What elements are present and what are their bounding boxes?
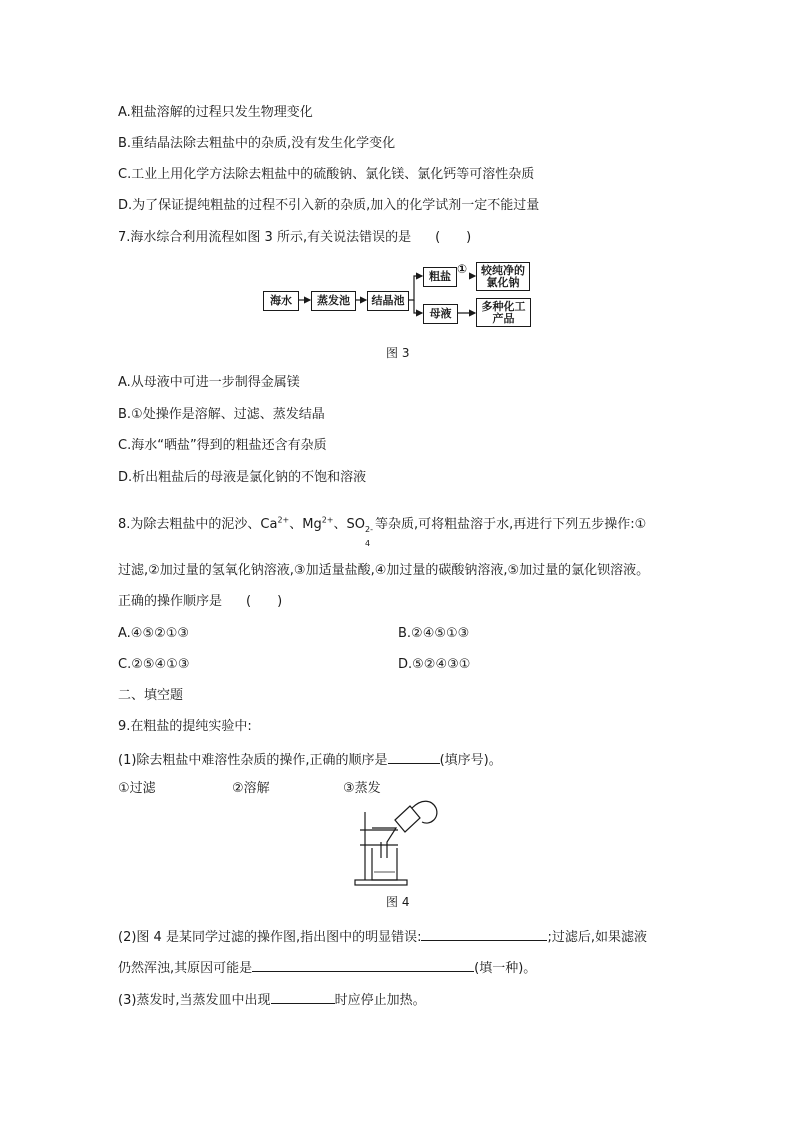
pure-nacl-line2: 氯化钠 bbox=[486, 275, 520, 289]
funnel bbox=[372, 828, 396, 858]
q7-option-c: C.海水“晒盐”得到的粗盐还含有杂质 bbox=[118, 438, 327, 453]
box-crystallization-pond: 结晶池 bbox=[367, 291, 409, 311]
q6-option-b: B.重结晶法除去粗盐中的杂质,没有发生化学变化 bbox=[118, 136, 396, 151]
q8-stem bbox=[118, 515, 647, 548]
pouring-beaker bbox=[395, 806, 420, 832]
q9-part2-text: (2)图 4 是某同学过滤的操作图,指出图中的明显错误: bbox=[118, 930, 422, 945]
ca-charge: 2+ bbox=[277, 515, 290, 525]
q8-option-b: B.②④⑤①③ bbox=[398, 626, 470, 641]
q7-stem bbox=[118, 229, 471, 247]
q9-part2 bbox=[118, 926, 647, 947]
q9-blank-1[interactable] bbox=[388, 749, 440, 764]
products-line1: 多种化工 bbox=[481, 299, 526, 313]
q9-part3 bbox=[118, 989, 426, 1010]
box-seawater: 海水 bbox=[263, 291, 299, 311]
q8-so-text: 、SO bbox=[333, 517, 366, 532]
q7-option-b: B.①处操作是溶解、过滤、蒸发结晶 bbox=[118, 407, 325, 422]
so4-subscript: 4 bbox=[365, 539, 371, 548]
q9-stem: 9.在粗盐的提纯实验中: bbox=[118, 719, 252, 734]
pure-nacl-line1: 较纯净的 bbox=[481, 263, 525, 277]
q9-part2-line2-text: 仍然浑浊,其原因可能是 bbox=[118, 961, 253, 976]
box-mother-liquor: 母液 bbox=[423, 304, 458, 324]
q9-op-dissolve: ②溶解 bbox=[232, 781, 270, 796]
q6-option-d: D.为了保证提纯粗盐的过程不引入新的杂质,加入的化学试剂一定不能过量 bbox=[118, 198, 540, 213]
q8-line2: 过滤,②加过量的氢氧化钠溶液,③加适量盐酸,④加过量的碳酸钠溶液,⑤加过量的氯化钡溶液。 bbox=[118, 563, 650, 578]
hand bbox=[412, 801, 437, 823]
arrow-to-crude-salt bbox=[407, 276, 422, 300]
box-evaporation-pond: 蒸发池 bbox=[311, 291, 356, 311]
products-line2: 产品 bbox=[492, 311, 515, 325]
section-fill-in: 二、填空题 bbox=[118, 688, 184, 703]
figure4-caption: 图 4 bbox=[386, 895, 410, 909]
q8-option-c: C.②⑤④①③ bbox=[118, 657, 190, 672]
q9-part2-suffix: ;过滤后,如果滤液 bbox=[547, 930, 647, 945]
q6-option-c: C.工业上用化学方法除去粗盐中的硫酸钠、氯化镁、氯化钙等可溶性杂质 bbox=[118, 167, 535, 182]
q9-op-evaporate: ③蒸发 bbox=[343, 781, 381, 796]
q9-blank-3[interactable] bbox=[252, 957, 474, 972]
q7-stem-text: 7.海水综合利用流程如图 3 所示,有关说法错误的是 bbox=[118, 230, 412, 245]
q9-part1-text: (1)除去粗盐中难溶性杂质的操作,正确的顺序是 bbox=[118, 753, 388, 768]
figure3-caption: 图 3 bbox=[386, 346, 410, 360]
q8-option-a: A.④⑤②①③ bbox=[118, 626, 190, 641]
box-chemical-products bbox=[476, 298, 531, 327]
q9-part2-line2-suffix: (填一种)。 bbox=[474, 961, 537, 976]
q8-option-d: D.⑤②④③① bbox=[398, 657, 471, 672]
q9-blank-4[interactable] bbox=[271, 989, 335, 1004]
q8-mg-text: 、Mg bbox=[289, 517, 322, 532]
q7-option-d: D.析出粗盐后的母液是氯化钠的不饱和溶液 bbox=[118, 470, 367, 485]
box-crude-salt: 粗盐 bbox=[423, 267, 457, 287]
q8-stem-end: 等杂质,可将粗盐溶于水,再进行下列五步操作:① bbox=[375, 517, 647, 532]
q8-prompt: 正确的操作顺序是 bbox=[118, 594, 223, 609]
q8-answer-paren: ( ) bbox=[246, 594, 283, 609]
q9-part1 bbox=[118, 749, 502, 770]
q8-line3 bbox=[118, 593, 282, 611]
q9-part1-suffix: (填序号)。 bbox=[439, 753, 502, 768]
box-pure-nacl bbox=[476, 262, 530, 291]
q9-part3-suffix: 时应停止加热。 bbox=[334, 993, 426, 1008]
mg-charge: 2+ bbox=[321, 515, 334, 525]
q9-part2-line2 bbox=[118, 957, 536, 978]
q9-part3-text: (3)蒸发时,当蒸发皿中出现 bbox=[118, 993, 271, 1008]
q7-option-a: A.从母液中可进一步制得金属镁 bbox=[118, 375, 300, 390]
so4-charge: 2- bbox=[365, 525, 373, 534]
stand-base bbox=[355, 880, 407, 885]
q7-answer-paren: ( ) bbox=[435, 230, 472, 245]
step-marker-1: ① bbox=[457, 262, 468, 276]
q8-stem-start: 8.为除去粗盐中的泥沙、Ca bbox=[118, 517, 278, 532]
beaker bbox=[372, 848, 397, 880]
q6-option-a: A.粗盐溶解的过程只发生物理变化 bbox=[118, 105, 313, 120]
arrow-to-mother-liquor bbox=[414, 300, 422, 313]
q9-op-filter: ①过滤 bbox=[118, 781, 156, 796]
q9-blank-2[interactable] bbox=[421, 926, 547, 941]
